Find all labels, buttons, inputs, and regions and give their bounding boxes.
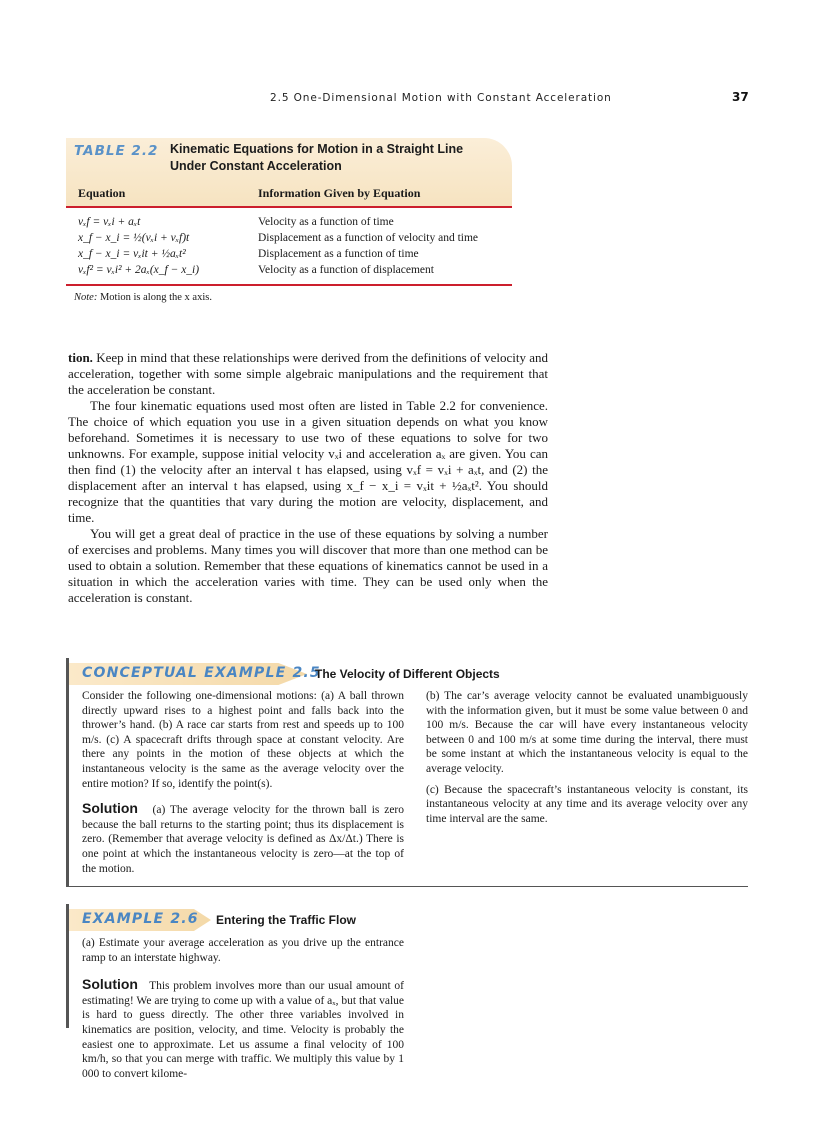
example-2-6-question: (a) Estimate your average acceleration as you drive up the entrance ramp to an interstate highway. bbox=[82, 937, 404, 964]
table-equation: vₓf = vₓi + aₓt bbox=[78, 216, 141, 228]
paragraph-1: tion. Keep in mind that these relationships were derived from the definitions of velocity and acceleration, together with some simple algebraic manipulations and the requirement that the acceleration be constant. bbox=[68, 350, 548, 397]
table-info: Displacement as a function of velocity and time bbox=[258, 232, 479, 244]
body-text bbox=[68, 350, 548, 606]
example-2-5-title: The Velocity of Different Objects bbox=[315, 667, 500, 681]
column-header-equation: Equation bbox=[78, 186, 126, 200]
table-equation: vₓf² = vₓi² + 2aₓ(x_f − x_i) bbox=[78, 264, 200, 276]
example-2-6-tag: EXAMPLE 2.6 bbox=[82, 911, 199, 927]
example-2-6-left-column bbox=[82, 936, 404, 1087]
example-2-5-tag: CONCEPTUAL EXAMPLE 2.5 bbox=[82, 665, 321, 681]
example-2-5-solution-b: (b) The car’s average velocity cannot be evaluated unambiguously with the information given, but it must be some value between 0 and 100 m/s. Because the car will have every instantaneous velocity between 0 and 100 m/s at some time during the interval, there must be some instant at which the instantaneous velocity is equal to the average velocity. bbox=[426, 690, 748, 775]
example-2-6-left-rule bbox=[66, 904, 69, 1028]
example-2-6-solution: Solution This problem involves more than our usual amount of estimating! We are trying to come up with a value of aₓ, but that value is hard to guess directly. The other three variables involved in kinematics are position, velocity, and time. Velocity is probably the easiest one to approximate. Let us assume a final velocity of 100 km/h, so that you can merge with traffic. We multiply this value by 1 000 to convert kilome- bbox=[82, 976, 404, 1080]
table-info: Velocity as a function of time bbox=[258, 216, 394, 228]
example-2-5-question: Consider the following one-dimensional motions: (a) A ball thrown directly upward rises to a highest point and falls back into the thrower’s hand. (b) A race car starts from rest and speeds up to 100 m/s. (c) A spacecraft drifts through space at constant velocity. Are there any points in the motion of these objects at which the instantaneous velocity is the same as the average velocity over the entire motion? If so, identify the point(s). bbox=[82, 690, 404, 790]
column-header-info: Information Given by Equation bbox=[258, 186, 421, 200]
example-2-5-bottom-rule bbox=[66, 886, 748, 887]
table-info: Velocity as a function of displacement bbox=[258, 264, 434, 276]
table-note: Note: Motion is along the x axis. bbox=[74, 292, 212, 303]
page-number: 37 bbox=[732, 90, 749, 104]
table-title-line1: Kinematic Equations for Motion in a Straight Line bbox=[170, 142, 464, 156]
table-rule-top bbox=[66, 206, 512, 208]
paragraph-2: The four kinematic equations used most often are listed in Table 2.2 for convenience. The choice of which equation you use in a given situation depends on what you know beforehand. Sometimes it is necessary to use two of these equations to solve for two unknowns. For example, suppose initial velocity vₓi and acceleration aₓ are given. You can then find (1) the velocity after an interval t has elapsed, using vₓf = vₓi + aₓt, and (2) the displacement after an interval t has elapsed, using x_f − x_i = vₓit + ½aₓt². You should recognize that the quantities that vary during the motion are velocity, displacement, and time. bbox=[68, 398, 548, 525]
running-head: 2.5 One-Dimensional Motion with Constant Acceleration bbox=[270, 92, 612, 104]
example-2-5-solution-c: (c) Because the spacecraft’s instantaneous velocity is constant, its instantaneous velocity at any time and its average velocity over any time interval are the same. bbox=[426, 783, 748, 825]
table-equation: x_f − x_i = vₓit + ½aₓt² bbox=[78, 248, 186, 260]
example-2-5-right-column bbox=[426, 689, 748, 832]
example-2-5-left-rule bbox=[66, 658, 69, 887]
paragraph-3: You will get a great deal of practice in the use of these equations by solving a number of exercises and problems. Many times you will discover that more than one method can be used to obtain a solution. Remember that these equations of kinematics cannot be used in a situation in which the acceleration varies with time. They can be used only when the acceleration is constant. bbox=[68, 526, 548, 605]
table-title-line2: Under Constant Acceleration bbox=[170, 159, 342, 173]
table-tag: TABLE 2.2 bbox=[74, 143, 159, 159]
table-rule-bottom bbox=[66, 284, 512, 286]
table-info: Displacement as a function of time bbox=[258, 248, 419, 260]
example-2-6-title: Entering the Traffic Flow bbox=[216, 913, 357, 927]
table-equation: x_f − x_i = ½(vₓi + vₓf)t bbox=[78, 232, 190, 244]
example-2-5-solution-a: Solution (a) The average velocity for the thrown ball is zero because the ball returns to the starting point; thus its displacement is zero. (Remember that average velocity is defined as Δx/Δt.) There is one point at which the instantaneous velocity is zero—at the top of the motion. bbox=[82, 800, 405, 875]
example-2-5-left-column bbox=[82, 689, 404, 882]
